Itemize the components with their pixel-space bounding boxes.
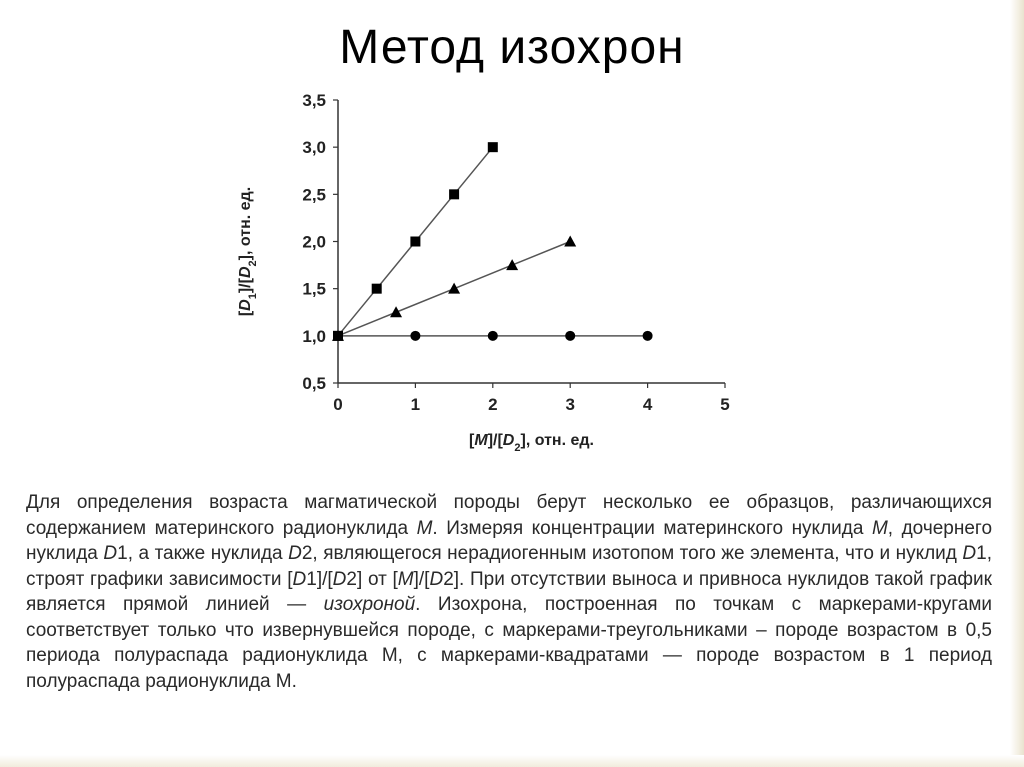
slide-edge-shadow — [1010, 0, 1024, 767]
triangle-marker — [564, 236, 576, 247]
y-tick-label: 2,5 — [302, 185, 326, 205]
chart-axes — [333, 100, 725, 388]
series-markers — [332, 142, 653, 341]
square-marker — [372, 284, 382, 294]
triangle-marker — [448, 283, 460, 294]
x-tick-label: 2 — [488, 395, 498, 414]
x-tick-label: 3 — [565, 395, 575, 414]
x-tick-label: 4 — [642, 395, 653, 414]
circle-marker — [643, 331, 653, 341]
x-axis-label: $[M]/[D_2]$, отн. ед. — [469, 432, 594, 454]
y-tick-label: 0,5 — [302, 374, 326, 393]
series-lines — [338, 147, 648, 336]
square-marker — [449, 189, 459, 199]
y-axis-label: $[D_1]/[D_2]$, отн. ед. — [237, 186, 259, 317]
circle-marker — [565, 331, 575, 341]
y-tick-label: 1,0 — [302, 326, 326, 346]
circle-marker — [488, 331, 498, 341]
isochron-chart — [200, 85, 760, 460]
triangle-marker — [506, 259, 518, 270]
square-marker — [410, 237, 420, 247]
x-tick-label: 1 — [410, 395, 421, 414]
slide-bottom-shadow — [0, 755, 1024, 767]
slide-title: Метод изохрон — [339, 21, 685, 74]
y-tick-label: 1,5 — [302, 279, 326, 299]
circle-marker — [333, 331, 343, 341]
y-tick-label: 3,5 — [302, 91, 326, 110]
y-tick-label: 2,0 — [302, 232, 326, 252]
y-tick-label: 3,0 — [302, 138, 326, 158]
circle-marker — [410, 331, 420, 341]
x-tick-labels — [333, 395, 729, 414]
x-tick-label: 0 — [333, 395, 343, 414]
square-marker — [488, 142, 498, 152]
description-paragraph — [26, 490, 992, 694]
x-tick-label: 5 — [720, 395, 730, 414]
description-text: Для определения возраста магматической породы берут несколько ее образцов, различающихся содержанием материнского радионуклида M. Измеряя концентрации материнского нуклида M, дочернего нуклида D1, а также нуклида D2, являющегося нерадиогенным изотопом того же элемента, что и нуклид D1, строят графики зависимости [D1]/[D2] от [M]/[D2]. При отсутствии выноса и привноса нуклидов такой график является прямой линией — изохроной. Изохрона, построенная по точкам с маркерами-кругами соответствует только что извернувшейся породе, с маркерами-треугольниками – породе возрастом в 0,5 периода полураспада радионуклида М, с маркерами-квадратами — породе возрастом в 1 период полураспада радионуклида М. — [26, 492, 993, 692]
y-tick-labels — [302, 91, 326, 393]
triangle-marker — [390, 306, 402, 317]
